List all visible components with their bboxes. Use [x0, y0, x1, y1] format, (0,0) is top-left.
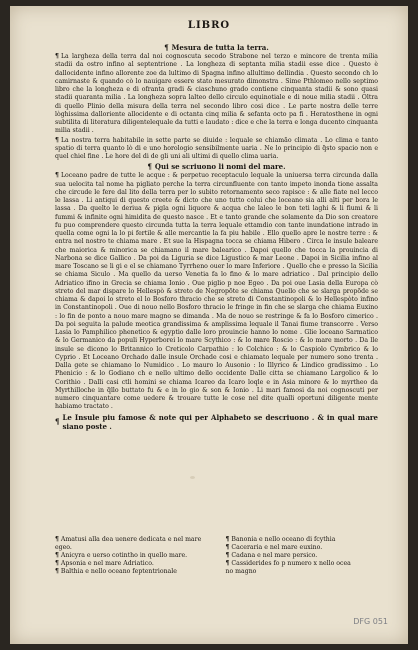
list-item: ¶ Cassiderides fo p numero x nello ocea	[225, 560, 351, 567]
list-item: ¶ Apsonia e nel mare Adriatico.	[55, 560, 154, 567]
pilcrow-icon: ¶	[55, 172, 59, 180]
book-page	[10, 6, 408, 644]
pilcrow-icon: ¶	[55, 136, 59, 144]
pilcrow-icon: ¶	[147, 162, 152, 172]
paragraph: ¶ La nostra terra habitabile in sette parte se diuide : lequale se chiamão climata . Lo clima e tanto spatio di terra quanto lò di e uno horologio sensibilmente uaria . Ne lo principio di q̃sto spacio non e quel chiel fine . Le hore del di de gli uni ali ultimi di quello clima uaria.	[55, 136, 378, 160]
pilcrow-icon: ¶	[55, 417, 60, 426]
section-rubric: ¶ Le Insule piu famose & note qui per Alphabeto se descriuono . & in qual mare siano poste .	[55, 412, 378, 431]
list-item: ¶ Banonia e nello oceano di fcythia	[225, 536, 336, 543]
islands-column-left	[55, 536, 208, 576]
list-item: egeo.	[55, 544, 72, 551]
pilcrow-icon: ¶	[164, 43, 169, 52]
paper-blemish	[190, 476, 195, 479]
list-item: ¶ Cadana e nel mare persico.	[225, 552, 318, 559]
list-item: ¶ Caceraria e nel mare euxino.	[225, 544, 323, 551]
islands-column-right	[226, 536, 379, 576]
section-rubric: ¶ Qui se scriuono li nomi del mare.	[147, 162, 286, 172]
section-measure	[55, 42, 378, 432]
section-rubric: ¶ Mesura de tutta la terra.	[164, 43, 269, 52]
library-shelfmark: DFG 051	[353, 617, 388, 626]
islands-list	[55, 536, 378, 576]
paragraph: ¶ La largheza della terra dal noi cognoscuta secodo Strabone nel terzo e mincore de trenta milia stadii da ostro infino al septentrione . La longheza di septanta milia stadii esse dice . Questo è dallocidente infino allorente zoe da lultimo di Spagna infino allultimo dellindia . Questo secondo ch lo camirnaste & quando cò lo nauigare essere stato mesurato dimonstra . Sime Pthlomeo nello septimo libro che la longheza e di ofranta gradi & ciaschuno grado contiene cinquanta stadii & sono quasi stadii quaranta milia . La longheza sopra lalteo dello circulo equinotiale e di noue milia stadii . Oltra di quello Plinio della misura della terra nel secondo libro cosi dice . Le parte nostra delle terre lòghissima dalloriente allocidente e di octanta cinq milia & sefanta octo pa fi . Heratosthene in ogni subtilita di literatura diligentelequale da tutti e laudato : dice e che la terra e longa ducento cinquanta milia stadii .	[55, 53, 378, 135]
list-item: no magno	[225, 568, 257, 575]
list-item: ¶ Amatusi alla dea uenere dedicata e nel mare	[55, 536, 202, 543]
list-item: ¶ Balthia e nello oceano feptentrionale	[55, 568, 177, 575]
running-header: LIBRO	[187, 20, 231, 31]
pilcrow-icon: ¶	[55, 53, 59, 60]
paragraph: ¶ Loceano padre de tutte le acque : & perpetuo receptaculo lequale la uniuersa terra circunda dalla sua uelocita tal nome ha pigliato perche la terra circunfluente con tanto impeto inonda tione assalta che circude le fere dal lito della terra per lo subito retornamento seco rapisce : & alle fiate nel lecco le lassa . Li antiqui di questo creete & dicto che uno tutto colui che loceano sia alli alti per bora le lassa . Da quelto le deriua & pigla ogni liquore & acqua che laleo le bon teti laghi & li fiumi & li fummi & infinite ogni himidita de questo nasce . Et e tanto grande che solamente da Dio son creatore fu puo comprendere questo circunda tutta la terra lequale ettamdio con tante inundatione intrado in quella come ogni la lo pi fertile & alle mercantie la fa piu habile . Ello quello apre le nostre terre : & entra nel nostro te chiama mare . Et sue la Hispagna tocca se chiama Hibero . Circa le insule baleare che maiorica & minorica se chiamano il mare balearico . Dapoi quello che tocca la prouincia di Narbona se dice Gallico . Da poi da Liguria se dice Ligustico & mar Leone . Dapoi in Sicilia infino al mare Toscano se li gi e el se chiamano Tyrrheno ouer lo mare Inferiore . Quello che e presso la Sicilia se chiama Siculo . Ma quello da uerso Venetia fa lo fino & lo mare adriatico . Dal principio dello Adriatico ifino in Grecia se chiama Ionio . Oue piglio p noe Egeo . Da poi oue Lasia della Europa cò streto del mar dispare lo Hellespò & streto de Negropõte se chiama Quello che se slarga propõde se chiama & dapoi lo streto el lo Bosforo thracio che se streto di Constantinopoli & lo Hellespòto infino in Constantinopoli . Oue di nouo nello Bosforo thracio le fringe in fin che se slarga che chiama Euxino : lo fin de ponto a nouo mare magno se dimanda . Ma de nouo se restringe & fa lo Bosforo cimerico . Da poi seguita la palude meotica grandissima & amplissima lequale il Tanai fiume transcorre . Verso Lasia lo Pamphilico phenetico & egyptio dalle loro prouincie hanno lo nome . Glie loceano Sarmatico & lo Germanico da populi Hyperborei lo mare Scythico : & lo mare Roscio : & lo mare morto . Da lle insule se dicono lo Britannico lo Creticolo Carpathio : lo Colchico : & lo Caspiolo Cymbrico & lo Cyprio . Et Loceano Orchado dalle insule Orchade cosi e chiamato lequale per numero sono trenta . Dalla gete se chiamano lo Numidico . Lo mauro lo Ausonio : lo Illyrico & Lindico gradissimo . Lo Phenicio : & lo Godiano ch e nello ultimo dello occidente Dalle citta se chiamano Largolico & lo Corithio . Dalli casi ctli homini se chiama Icareo da Icaro loqle e in Asia minore & lo myrtheo da Myrthilloche in q̃llo buttato fu & e in lo gio & son & Ionio . Li mari famosi da noi cognoscuti per numero cinquantare come uedere & trouare tutte le cose nel dite qualli oportuni diligente mente habiamo tractato .	[55, 172, 378, 411]
list-item: ¶ Anicyra e uerso cotintho in quello mare.	[55, 552, 188, 559]
